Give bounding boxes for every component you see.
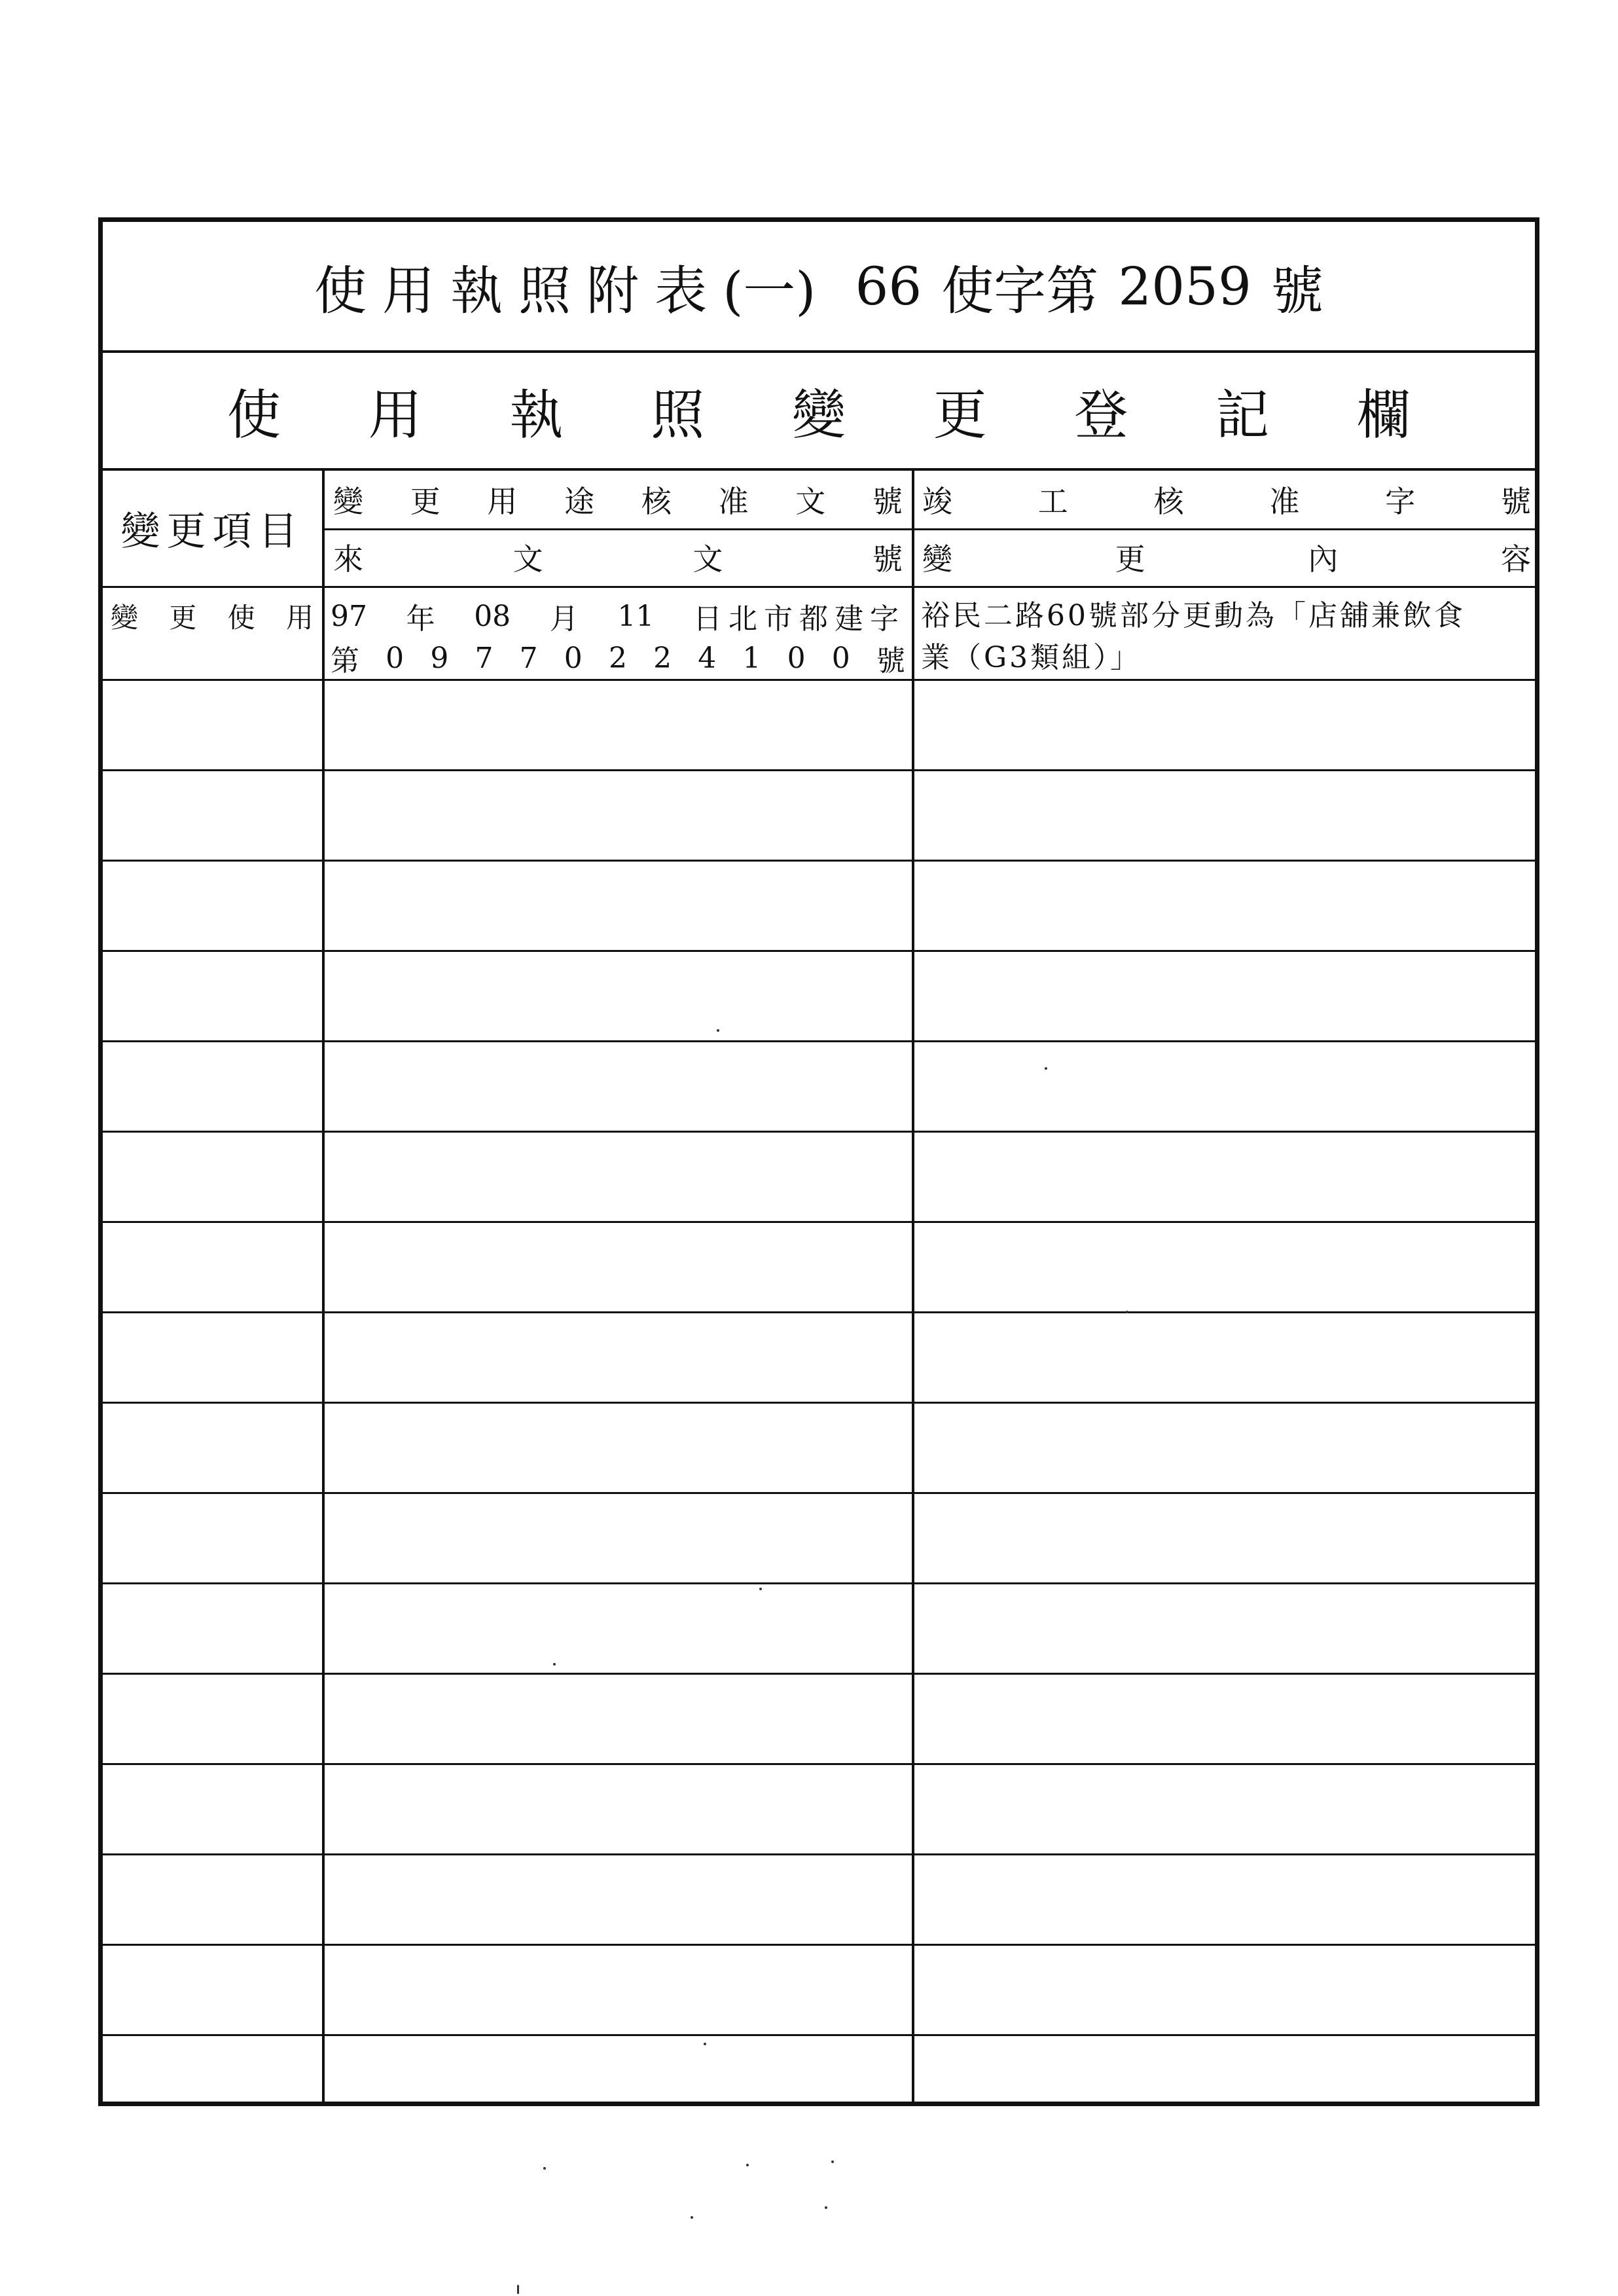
row-divider (103, 1582, 1535, 1584)
item-char: 用 (285, 602, 314, 634)
item-char: 變 (111, 602, 139, 634)
scan-speck (1045, 1067, 1047, 1070)
header-char: 變 (333, 484, 363, 519)
row-content-line2: 業（G3類組）」 (921, 641, 1142, 674)
row-divider (103, 769, 1535, 771)
form-subtitle (103, 353, 1535, 471)
row-divider (103, 1763, 1535, 1765)
scan-speck (553, 1663, 556, 1666)
header-char: 文 (795, 484, 826, 519)
item-char: 使 (227, 602, 255, 634)
doc-part: 月 (549, 602, 579, 636)
title-char: 66 (855, 255, 922, 317)
header-char: 字 (1385, 484, 1416, 519)
subtitle-char: 欄 (1356, 384, 1411, 446)
header-char: 內 (1308, 541, 1339, 577)
title-char: (一) (723, 260, 816, 321)
item-header: 變更項目 (120, 509, 304, 555)
title-char: 2059 (1118, 255, 1251, 317)
scan-speck (704, 2043, 706, 2045)
doc-part: 年 (406, 602, 435, 636)
doc-part: 97 (331, 599, 367, 633)
header-char: 號 (872, 484, 903, 519)
row-divider (103, 1131, 1535, 1133)
doc-part: 0 (564, 641, 583, 675)
subtitle-char: 記 (1215, 384, 1270, 446)
row-divider (103, 1402, 1535, 1404)
header-char: 號 (1500, 484, 1531, 519)
row-divider (103, 1673, 1535, 1675)
row-divider (103, 1853, 1535, 1855)
approval-doc-header (333, 471, 903, 528)
row-item (111, 595, 314, 637)
doc-part: 08 (474, 599, 511, 633)
doc-part: 2 (608, 641, 627, 675)
header-char: 准 (1269, 484, 1300, 519)
title-char: 用 (382, 260, 451, 321)
header-char: 途 (564, 484, 595, 519)
scan-speck (1126, 1311, 1128, 1313)
row-divider (103, 1311, 1535, 1313)
header-char: 核 (641, 484, 672, 519)
row-divider (103, 679, 1535, 681)
scan-speck (759, 1588, 762, 1590)
scan-speck (831, 2160, 834, 2163)
doc-part: 7 (519, 641, 538, 675)
doc-part: 號 (876, 644, 905, 678)
scan-speck (717, 1029, 719, 1032)
header-char: 更 (1115, 541, 1145, 577)
doc-part: 1 (742, 641, 761, 675)
form-title (103, 222, 1535, 353)
title-char: 使字第 (941, 260, 1099, 321)
scan-speck (691, 2216, 693, 2219)
row-doc-line1 (331, 595, 905, 637)
title-char: 號 (1270, 260, 1323, 321)
row-doc-line2 (331, 637, 905, 679)
row-divider (103, 1944, 1535, 1946)
row-divider (103, 860, 1535, 862)
scan-speck (746, 2164, 749, 2166)
doc-part: 0 (386, 641, 404, 675)
title-char: 照 (518, 260, 587, 321)
header-char: 更 (410, 484, 440, 519)
title-char: 執 (450, 260, 519, 321)
doc-part: 0 (787, 641, 806, 675)
incoming-doc-header (333, 528, 903, 586)
header-char: 容 (1500, 541, 1531, 577)
row-divider (103, 2034, 1535, 2036)
doc-part: 日北市都建字 (692, 602, 905, 636)
row-divider (103, 586, 1535, 588)
title-char: 使 (314, 260, 383, 321)
change-table (103, 471, 1535, 2102)
header-char: 核 (1153, 484, 1184, 519)
doc-part: 4 (698, 641, 717, 675)
scan-speck (517, 2285, 519, 2294)
scan-speck (543, 2167, 546, 2170)
header-char: 竣 (922, 484, 952, 519)
item-char: 更 (169, 602, 197, 634)
doc-part: 9 (430, 641, 449, 675)
doc-part: 2 (653, 641, 672, 675)
header-char: 工 (1037, 484, 1068, 519)
header-char: 文 (512, 541, 543, 577)
doc-part: 0 (831, 641, 850, 675)
header-char: 號 (872, 541, 903, 577)
header-char: 用 (487, 484, 518, 519)
row-divider (103, 1040, 1535, 1042)
change-content-header (922, 528, 1531, 586)
subtitle-char: 使 (227, 384, 281, 446)
header-char: 文 (692, 541, 723, 577)
row-divider (103, 1492, 1535, 1494)
completion-approval-header (922, 471, 1531, 528)
doc-part: 11 (617, 599, 655, 633)
header-char: 准 (718, 484, 749, 519)
header-char: 來 (333, 541, 363, 577)
title-char: 表 (655, 260, 723, 321)
col-divider (322, 471, 325, 2102)
doc-part: 第 (331, 644, 359, 678)
doc-part: 7 (475, 641, 494, 675)
scan-speck (825, 2206, 827, 2209)
subtitle-char: 更 (933, 384, 987, 446)
license-form (98, 217, 1539, 2106)
subtitle-char: 登 (1074, 384, 1128, 446)
subtitle-char: 用 (368, 384, 422, 446)
row-divider (103, 1221, 1535, 1223)
col-divider (912, 471, 914, 2102)
subtitle-char: 變 (791, 384, 846, 446)
row-divider (103, 950, 1535, 952)
title-char: 附 (586, 260, 655, 321)
header-char: 變 (922, 541, 952, 577)
row-content-line1: 裕民二路60號部分更動為「店舖兼飲食 (921, 599, 1465, 632)
subtitle-char: 執 (509, 384, 564, 446)
subtitle-char: 照 (651, 384, 705, 446)
